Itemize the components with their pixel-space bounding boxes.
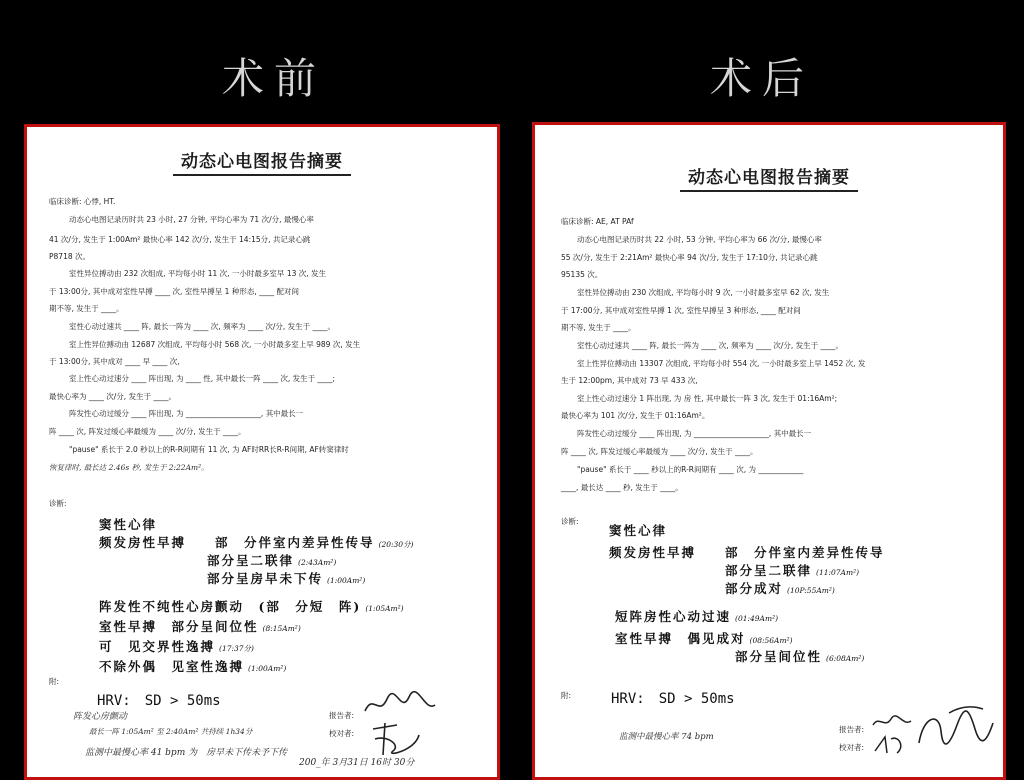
after-report-line: 室性心动过速共 ____ 阵, 最长一阵为 ____ 次, 频率为 ____ 次/分, 发生于 ____。 (577, 341, 844, 350)
after-diagnosis-item: 短阵房性心动过速 (01:49Am²) (615, 609, 779, 624)
after-report-line: 最快心率为 101 次/分, 发生于 01:16Am²。 (561, 411, 710, 420)
after-report-line: 室上性心动过速分 1 阵出现, 为 房 性, 其中最长一阵 3 次, 发生于 01:16Am²; (577, 394, 838, 403)
after-report-line: 动态心电图记录历时共 22 小时, 53 分钟, 平均心率为 66 次/分, 最慢心率 (577, 235, 822, 244)
before-reporter-signature (361, 687, 441, 721)
before-footer-line: 阵发心房颤动 (73, 712, 128, 722)
before-hrv-value: HRV: SD > 50ms (97, 693, 221, 709)
before-diagnosis-item: 部分呈二联律 (2:43Am²) (207, 553, 337, 568)
before-report-frame (24, 124, 500, 780)
after-report-line: 55 次/分, 发生于 2:21Am² 最快心率 94 次/分, 发生于 17:10分, 共记录心跳 (561, 253, 818, 262)
after-report-document (535, 125, 1003, 777)
after-reviewer-label: 校对者: (839, 743, 865, 752)
before-report-line: 恢复律时, 最长达 2.46s 秒, 发生于 2:22Am²。 (49, 463, 209, 472)
before-footer-line: 监测中最慢心率 41 bpm 为 房早未下传未予下传 (85, 748, 288, 758)
before-diagnosis-item: 频发房性早搏 部 分伴室内差异性传导 (20:30分) (99, 535, 414, 550)
after-report-line: 阵 ____ 次, 阵发过缓心率最缓为 ____ 次/分, 发生于 ____。 (561, 447, 758, 456)
after-diagnosis-item: 部分呈间位性 (6:08Am²) (735, 649, 865, 664)
after-footer-line: 监测中最慢心率 74 bpm (619, 732, 714, 742)
before-reporter-label: 报告者: (329, 711, 355, 720)
before-appendix-label: 附: (49, 677, 60, 686)
after-reporter-signature (871, 711, 915, 733)
after-signature-scrawl (913, 703, 997, 755)
after-report-line: 期不等, 发生于 ____。 (561, 323, 636, 332)
after-reviewer-signature (871, 733, 911, 757)
before-diagnosis-label: 诊断: (49, 499, 67, 508)
before-report-line: 阵发性心动过缓分 ____ 阵出现, 为 ____________________, 其中最长一 (69, 409, 304, 418)
before-diagnosis-item: 可 见交界性逸搏 (17:37分) (99, 639, 254, 654)
before-report-date: 200_年 3月31日 16时 30分 (299, 758, 415, 768)
after-report-line: 生于 12:00pm, 其中成对 73 早 433 次, (561, 376, 698, 385)
before-report-line: 动态心电图记录历时共 23 小时, 27 分钟, 平均心率为 71 次/分, 最慢心率 (69, 215, 314, 224)
before-surgery-title: 术前 (222, 54, 327, 103)
before-report-title: 动态心电图报告摘要 (173, 152, 351, 176)
after-report-line: ____, 最长达 ____ 秒, 发生于 ____。 (561, 483, 683, 492)
before-footer-line: 最长一阵 1:05Am² 至 2:40Am² 共持续 1h34分 (89, 727, 253, 736)
after-diagnosis-label: 诊断: (561, 517, 579, 526)
after-report-title: 动态心电图报告摘要 (680, 168, 858, 192)
before-report-line: 最快心率为 ____ 次/分, 发生于 ____。 (49, 392, 176, 401)
after-report-line: 阵发性心动过缓分 ____ 阵出现, 为 ____________________, 其中最长一 (577, 429, 812, 438)
before-report-line: 阵 ____ 次, 阵发过缓心率最缓为 ____ 次/分, 发生于 ____。 (49, 427, 246, 436)
before-report-line: P8718 次。 (49, 252, 90, 261)
before-report-line: 期不等, 发生于 ____。 (49, 304, 124, 313)
after-diagnosis-item: 部分成对 (10P:55Am²) (725, 581, 835, 596)
before-report-line: 室性心动过速共 ____ 阵, 最长一阵为 ____ 次, 频率为 ____ 次/分, 发生于 ____。 (69, 322, 336, 331)
after-appendix-label: 附: (561, 691, 572, 700)
before-report-line: 于 13:00分, 其中成对 ____ 早 ____ 次, (49, 357, 180, 366)
before-diagnosis-item: 室性早搏 部分呈间位性 (8:15Am²) (99, 619, 301, 634)
before-report-line: 室性异位搏动由 232 次组成, 平均每小时 11 次, 一小时最多室早 13 次, 发生 (69, 269, 327, 278)
after-clinical-diagnosis-line: 临床诊断: AE, AT PAf (561, 217, 634, 226)
after-surgery-title: 术后 (710, 54, 815, 103)
before-diagnosis-item: 不除外偶 见室性逸搏 (1:00Am²) (99, 659, 287, 674)
before-reviewer-signature (367, 721, 427, 761)
before-report-line: 室上性心动过速分 ____ 阵出现, 为 ____ 性, 其中最长一阵 ____ 次, 发生于 ____; (69, 374, 336, 383)
before-clinical-diagnosis-line: 临床诊断: 心悸, HT. (49, 197, 116, 206)
after-report-line: 室性异位搏动由 230 次组成, 平均每小时 9 次, 一小时最多室早 62 次, 发生 (577, 288, 830, 297)
after-diagnosis-item: 部分呈二联律 (11:07Am²) (725, 563, 860, 578)
before-report-document (27, 127, 497, 777)
before-report-line: "pause" 系长于 2.0 秒以上的R-R间期有 11 次, 为 AF时RR长R-R间期, AF转窦律时 (69, 445, 349, 454)
before-diagnosis-item: 窦性心律 (99, 517, 158, 532)
after-diagnosis-item: 室性早搏 偶见成对 (08:56Am²) (615, 631, 793, 646)
after-report-frame (532, 122, 1006, 780)
before-diagnosis-item: 阵发性不纯性心房颤动 (部 分短 阵) (1:05Am²) (99, 599, 404, 614)
before-diagnosis-item: 部分呈房早未下传 (1:00Am²) (207, 571, 366, 586)
after-diagnosis-item: 频发房性早搏 部 分伴室内差异性传导 (609, 545, 885, 560)
after-reporter-label: 报告者: (839, 725, 865, 734)
after-report-line: 于 17:00分, 其中成对室性早搏 1 次, 室性早搏呈 3 种形态, ____ 配对间 (561, 306, 801, 315)
after-diagnosis-item: 窦性心律 (609, 523, 668, 538)
after-report-line: 95135 次。 (561, 270, 603, 279)
before-report-line: 室上性异位搏动由 12687 次组成, 平均每小时 568 次, 一小时最多室上早 989 次, 发生 (69, 340, 361, 349)
before-report-line: 于 13:00分, 其中成对室性早搏 ____ 次, 室性早搏呈 1 种形态, ____ 配对间 (49, 287, 299, 296)
before-report-line: 41 次/分, 发生于 1:00Am² 最快心率 142 次/分, 发生于 14:15分, 共记录心跳 (49, 235, 311, 244)
after-hrv-value: HRV: SD > 50ms (611, 691, 735, 707)
after-report-line: 室上性异位搏动由 13307 次组成, 平均每小时 554 次, 一小时最多室上早 1452 次, 发 (577, 359, 866, 368)
after-report-line: "pause" 系长于 ____ 秒以上的R-R间期有 ____ 次, 为 ____________ (577, 465, 804, 474)
before-reviewer-label: 校对者: (329, 729, 355, 738)
